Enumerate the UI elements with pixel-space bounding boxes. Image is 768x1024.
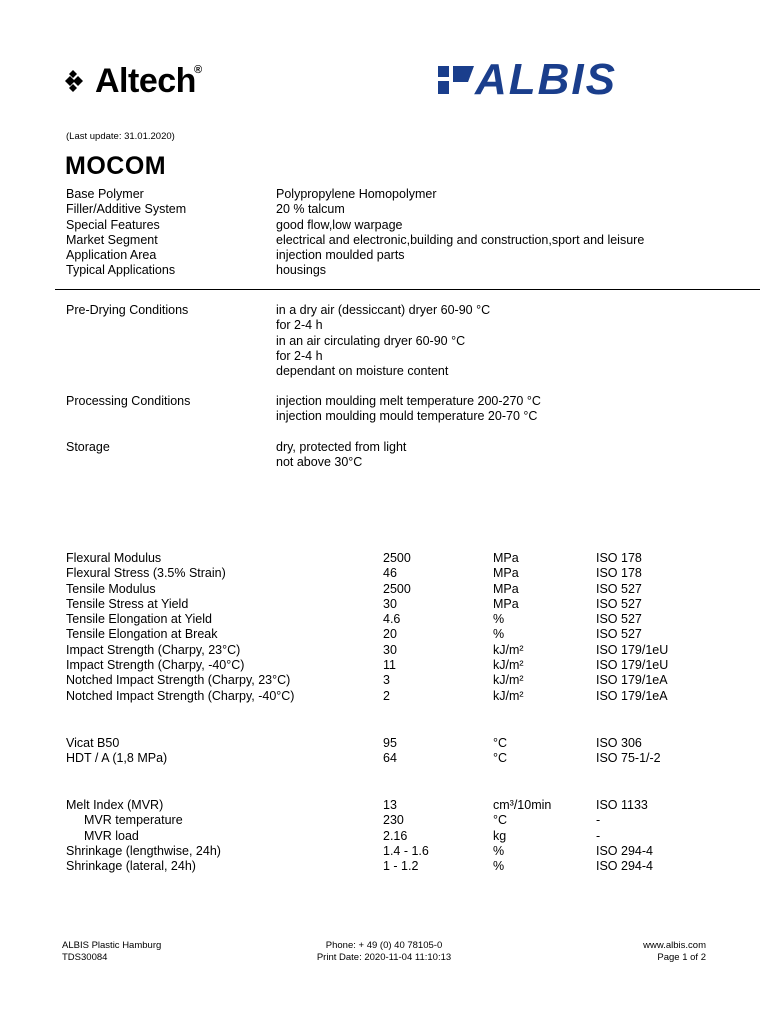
footer-left <box>62 940 161 963</box>
property-value: 30 <box>383 642 397 657</box>
overview-label: Application Area <box>66 248 157 263</box>
property-unit: % <box>493 843 505 858</box>
property-standard: ISO 179/1eA <box>596 688 668 703</box>
registered-mark: ® <box>194 64 203 76</box>
property-standard: - <box>596 828 601 843</box>
property-name: Tensile Elongation at Yield <box>66 612 212 627</box>
footer-page-number: Page 1 of 2 <box>657 951 706 963</box>
processing-label: Processing Conditions <box>66 394 191 408</box>
overview-value: good flow,low warpage <box>276 217 403 232</box>
property-unit: kJ/m² <box>493 673 524 688</box>
processing-line: not above 30°C <box>276 455 363 470</box>
property-standard: ISO 294-4 <box>596 843 653 858</box>
property-unit: °C <box>493 751 508 766</box>
property-unit: MPa <box>493 551 519 565</box>
property-name: Notched Impact Strength (Charpy, 23°C) <box>66 673 291 688</box>
processing-line: in a dry air (dessiccant) dryer 60-90 °C <box>276 303 491 317</box>
overview-values <box>276 187 644 279</box>
property-value: 2 <box>383 688 390 703</box>
overview-label: Special Features <box>66 217 160 232</box>
property-value: 1.4 - 1.6 <box>383 843 429 858</box>
property-value: 11 <box>383 658 396 673</box>
property-standard: ISO 527 <box>596 596 642 611</box>
rheological-properties <box>66 798 221 874</box>
property-value: 2500 <box>383 581 411 596</box>
overview-label: Market Segment <box>66 232 158 247</box>
product-name: MOCOM <box>65 152 167 180</box>
mechanical-units <box>493 551 524 704</box>
property-value: 3 <box>383 673 390 688</box>
property-unit: kJ/m² <box>493 642 524 657</box>
property-standard: ISO 527 <box>596 612 642 627</box>
section-divider <box>55 289 760 290</box>
property-name: Flexural Stress (3.5% Strain) <box>66 566 226 581</box>
overview-value: electrical and electronic,building and construction,sport and leisure <box>276 232 645 247</box>
mechanical-values <box>383 551 411 704</box>
property-unit: kJ/m² <box>493 688 524 703</box>
thermal-values <box>383 736 397 767</box>
property-unit: MPa <box>493 581 519 596</box>
overview-label: Filler/Additive System <box>66 202 187 217</box>
property-value: 2.16 <box>383 828 408 843</box>
property-unit: °C <box>493 736 508 750</box>
processing-line: dependant on moisture content <box>276 364 449 379</box>
overview-value: Polypropylene Homopolymer <box>276 187 437 201</box>
rheological-standards <box>596 798 653 874</box>
property-standard: ISO 527 <box>596 627 642 642</box>
property-standard: ISO 179/1eU <box>596 642 669 657</box>
property-standard: - <box>596 813 601 828</box>
albis-brand-text: ALBIS <box>475 55 617 104</box>
property-value: 2500 <box>383 551 411 565</box>
rheological-units <box>493 798 551 874</box>
processing-values <box>276 303 490 379</box>
processing-values <box>276 394 541 425</box>
property-name: Shrinkage (lateral, 24h) <box>66 859 196 874</box>
property-unit: % <box>493 627 505 642</box>
footer-print-date: Print Date: 2020-11-04 11:10:13 <box>316 951 452 963</box>
property-unit: % <box>493 612 505 627</box>
footer-doc-id: TDS30084 <box>62 951 108 963</box>
property-unit: MPa <box>493 596 519 611</box>
property-value: 30 <box>383 596 397 611</box>
property-name: Tensile Modulus <box>66 581 156 596</box>
processing-label: Pre-Drying Conditions <box>66 303 189 317</box>
processing-line: for 2-4 h <box>276 318 323 333</box>
thermal-standards <box>596 736 661 767</box>
property-value: 95 <box>383 736 397 750</box>
property-value: 13 <box>383 798 397 812</box>
overview-labels <box>66 187 186 279</box>
property-name: Flexural Modulus <box>66 551 162 565</box>
last-update: (Last update: 31.01.2020) <box>66 131 175 142</box>
property-name: Vicat B50 <box>66 736 120 750</box>
thermal-properties <box>66 736 167 767</box>
rheological-values <box>383 798 429 874</box>
overview-value: 20 % talcum <box>276 202 345 217</box>
thermal-units <box>493 736 507 767</box>
property-unit: cm³/10min <box>493 798 552 812</box>
footer-phone: Phone: + 49 (0) 40 78105-0 <box>325 940 443 951</box>
property-value: 46 <box>383 566 397 581</box>
property-name: MVR temperature <box>84 813 183 828</box>
property-value: 4.6 <box>383 612 401 627</box>
property-standard: ISO 179/1eU <box>596 658 669 673</box>
mechanical-properties <box>66 551 294 704</box>
property-value: 230 <box>383 813 404 828</box>
processing-line: for 2-4 h <box>276 348 323 363</box>
footer-website-link[interactable]: www.albis.com <box>643 940 706 951</box>
property-unit: °C <box>493 813 508 828</box>
processing-label: Storage <box>66 440 110 454</box>
property-name: Shrinkage (lengthwise, 24h) <box>66 843 221 858</box>
processing-line: injection moulding melt temperature 200-270 °C <box>276 394 541 408</box>
property-standard: ISO 75-1/-2 <box>596 751 661 766</box>
overview-value: injection moulded parts <box>276 248 405 263</box>
property-name: Melt Index (MVR) <box>66 798 164 812</box>
property-name: HDT / A (1,8 MPa) <box>66 751 168 766</box>
property-unit: MPa <box>493 566 519 581</box>
property-name: Impact Strength (Charpy, 23°C) <box>66 642 241 657</box>
property-name: Tensile Stress at Yield <box>66 596 189 611</box>
overview-label: Base Polymer <box>66 187 144 201</box>
processing-values <box>276 440 406 471</box>
property-name: Notched Impact Strength (Charpy, -40°C) <box>66 688 295 703</box>
processing-line: injection moulding mould temperature 20-70 °C <box>276 409 538 424</box>
property-name: Tensile Elongation at Break <box>66 627 218 642</box>
property-name: MVR load <box>84 828 139 843</box>
footer-right <box>643 940 706 963</box>
property-standard: ISO 178 <box>596 566 642 581</box>
overview-label: Typical Applications <box>66 263 176 278</box>
property-value: 1 - 1.2 <box>383 859 419 874</box>
property-standard: ISO 294-4 <box>596 859 653 874</box>
processing-line: in an air circulating dryer 60-90 °C <box>276 333 466 348</box>
footer-center <box>310 940 458 963</box>
property-standard: ISO 306 <box>596 736 642 750</box>
property-unit: kJ/m² <box>493 658 524 673</box>
albis-logo-icon <box>438 64 474 98</box>
property-value: 20 <box>383 627 397 642</box>
overview-value: housings <box>276 263 327 278</box>
property-standard: ISO 1133 <box>596 798 648 812</box>
property-standard: ISO 179/1eA <box>596 673 668 688</box>
property-standard: ISO 178 <box>596 551 642 565</box>
property-name: Impact Strength (Charpy, -40°C) <box>66 658 245 673</box>
footer-company: ALBIS Plastic Hamburg <box>62 940 162 951</box>
property-unit: % <box>493 859 505 874</box>
property-unit: kg <box>493 828 507 843</box>
altech-logo-icon <box>64 62 92 102</box>
property-value: 64 <box>383 751 397 766</box>
property-standard: ISO 527 <box>596 581 642 596</box>
processing-line: dry, protected from light <box>276 440 407 454</box>
altech-brand-text: Altech <box>95 62 196 100</box>
mechanical-standards <box>596 551 668 704</box>
